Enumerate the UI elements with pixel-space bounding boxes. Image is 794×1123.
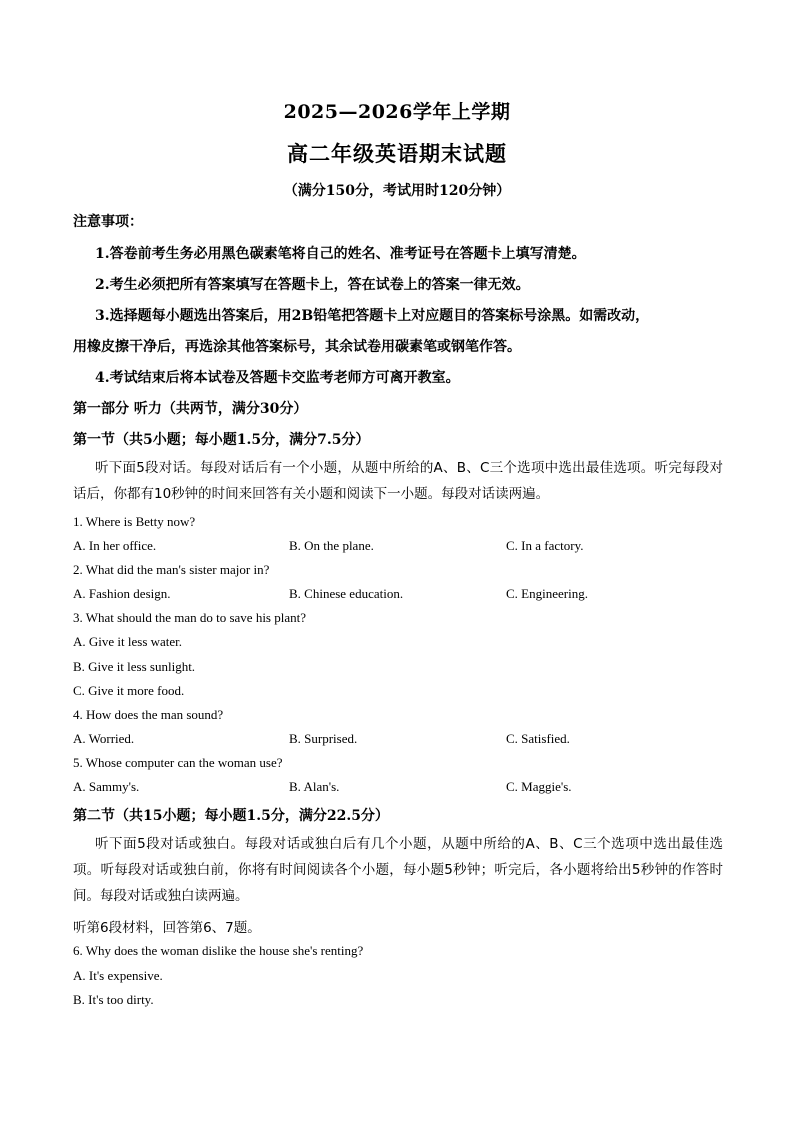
question-1: 1. Where is Betty now? (73, 514, 196, 529)
exam-title: 高二年级英语期末试题 (287, 141, 507, 166)
notice-item-1: 1.答卷前考生务必用黑色碳素笔将自己的姓名、准考证号在答题卡上填写清楚。 (95, 246, 586, 262)
notice-item-4: 4.考试结束后将本试卷及答题卡交监考老师方可离开教室。 (95, 370, 460, 386)
question-5-option-c: C. Maggie's. (506, 779, 572, 794)
exam-title-year: 2025—2026学年上学期 (283, 101, 511, 123)
question-1-option-a: A. In her office. (73, 538, 157, 553)
section1-instructions: 听下面5段对话。每段对话后有一个小题，从题中所给的A、B、C三个选项中选出最佳选项。听完每段对话后，你都有10秒钟的时间来回答有关小题和阅读下一小题。每段对话读两遍。 (73, 460, 723, 502)
section2-heading: 第二节（共15小题；每小题1.5分，满分22.5分） (73, 808, 389, 824)
notice-heading: 注意事项： (73, 214, 143, 230)
question-3: 3. What should the man do to save his plant? (73, 610, 306, 625)
question-2-option-c: C. Engineering. (506, 586, 588, 601)
question-2-option-a: A. Fashion design. (73, 586, 171, 601)
section1-heading: 第一节（共5小题；每小题1.5分，满分7.5分） (73, 432, 370, 448)
material-6-note: 听第6段材料，回答第6、7题。 (73, 920, 261, 936)
part1-heading: 第一部分 听力（共两节，满分30分） (73, 401, 308, 417)
question-3-option-c: C. Give it more food. (73, 683, 185, 698)
question-4-option-b: B. Surprised. (289, 731, 358, 746)
question-3-option-b: B. Give it less sunlight. (73, 659, 196, 674)
question-4-option-c: C. Satisfied. (506, 731, 570, 746)
question-6-option-a: A. It's expensive. (73, 968, 163, 983)
question-3-option-a: A. Give it less water. (73, 634, 183, 649)
exam-subtitle: （满分150分，考试用时120分钟） (283, 183, 511, 199)
question-6-option-b: B. It's too dirty. (73, 992, 154, 1007)
question-2-option-b: B. Chinese education. (289, 586, 404, 601)
question-2: 2. What did the man's sister major in? (73, 562, 270, 577)
section2-instructions: 听下面5段对话或独白。每段对话或独白后有几个小题，从题中所给的A、B、C三个选项中选出最佳选项。听每段对话或独白前，你将有时间阅读各个小题，每小题5秒钟；听完后，各小题将给出5秒钟的作答时间。每段对话或独白读两遍。 (73, 836, 723, 904)
question-5-option-b: B. Alan's. (289, 779, 340, 794)
question-4-option-a: A. Worried. (73, 731, 135, 746)
question-5: 5. Whose computer can the woman use? (73, 755, 283, 770)
question-1-option-c: C. In a factory. (506, 538, 584, 553)
notice-item-3-cont: 用橡皮擦干净后，再选涂其他答案标号，其余试卷用碳素笔或钢笔作答。 (73, 339, 521, 355)
notice-item-3: 3.选择题每小题选出答案后，用2B铅笔把答题卡上对应题目的答案标号涂黑。如需改动， (95, 308, 650, 324)
question-5-option-a: A. Sammy's. (73, 779, 140, 794)
question-4: 4. How does the man sound? (73, 707, 224, 722)
notice-item-2: 2.考生必须把所有答案填写在答题卡上，答在试卷上的答案一律无效。 (95, 277, 530, 293)
question-1-option-b: B. On the plane. (289, 538, 374, 553)
question-6: 6. Why does the woman dislike the house she's renting? (73, 943, 364, 958)
